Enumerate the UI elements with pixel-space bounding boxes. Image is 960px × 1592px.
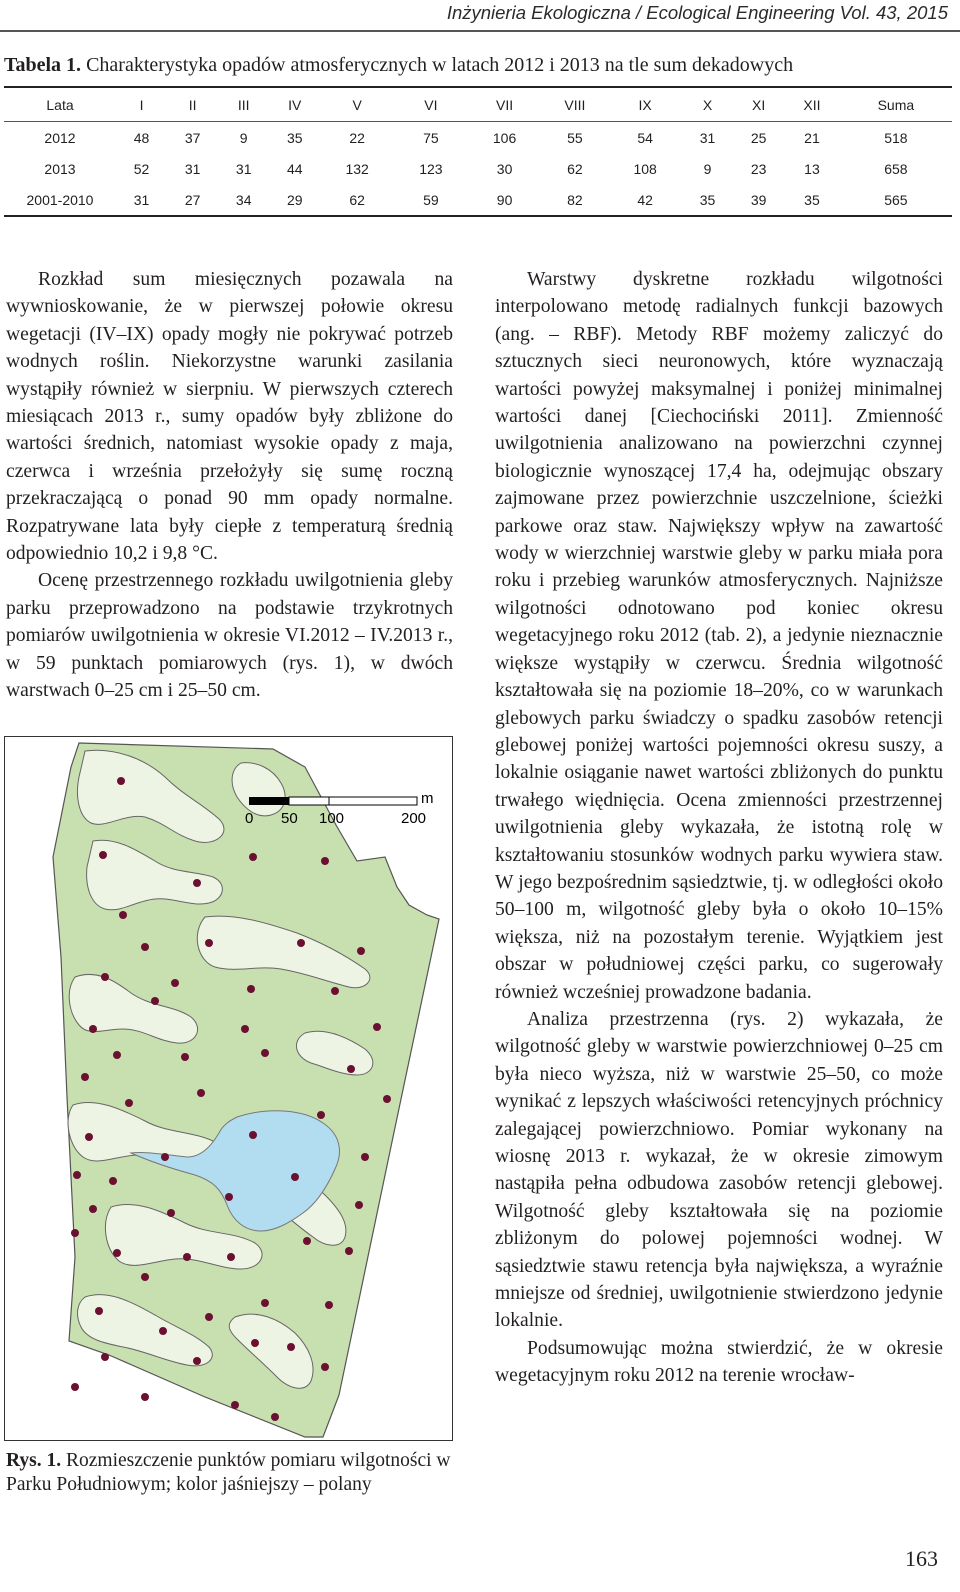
- measurement-point: [317, 1111, 325, 1119]
- right-text-column: [495, 266, 943, 1390]
- measurement-point: [113, 1249, 121, 1257]
- measurement-point: [361, 1153, 369, 1161]
- table-cell: 21: [804, 129, 820, 146]
- measurement-point: [193, 879, 201, 887]
- measurement-point: [225, 1193, 233, 1201]
- measurement-point: [171, 979, 179, 987]
- header-cell: IX: [608, 87, 682, 122]
- measurement-point: [71, 1383, 79, 1391]
- measurement-point: [161, 1153, 169, 1161]
- table-cell: 42: [637, 191, 653, 208]
- measurement-point: [193, 1357, 201, 1365]
- paragraph: Rozkład sum miesięcznych pozawala na wywnioskowanie, że w pierwszej połowie okresu wegetacji (IV–IX) opady mogły nie pokrywać potrzeb wodnych roślin. Niekorzystne warunki zasilania wystąpiły również w sierpniu. W pierwszych czterech miesiącach 2013 r., sumy opadów były zbliżone do wartości średnich, natomiast wysokie opady z maja, czerwca i września przełożyły się sumę roczną przekraczającą o ponad 90 mm opady normalne. Rozpatrywane lata były ciepłe z temperaturą średnią odpowiednio 10,2 i 9,8 °C.: [6, 269, 453, 565]
- table-cell: 52: [133, 160, 150, 177]
- table-cell: 44: [286, 160, 303, 177]
- table-cell: 108: [633, 160, 657, 177]
- table-row: [4, 153, 952, 184]
- measurement-point: [109, 1177, 117, 1185]
- table-row: [4, 184, 952, 216]
- precipitation-table: [4, 86, 952, 217]
- measurement-point: [81, 1073, 89, 1081]
- header-cell: III: [218, 87, 269, 122]
- paragraph: Analiza przestrzenna (rys. 2) wykazała, że wilgotność gleby w warstwie powierzchniowej 0–25 cm była nieco wyższa, niż w warstwie 25–50, co może wynikać z lepszych właściwości retencyjnych próchnicy zalegającej powierzchniowo. Pomiar wykonany na wiosnę 2013 r. wykazał, że w okresie zimowym nastąpiła pełna odbudowa zasobów retencji glebowej. Wilgotność gleby kształtowała się na poziomie zbliżonym do polowej pojemności wodnej. W sąsiedztwie stawu retencja była największa, a wyraźnie mniejsze od średniej, uwilgotnienie stwierdzono jedynie lokalnie.: [495, 1008, 943, 1332]
- scale-label: 100: [319, 810, 345, 827]
- scale-label: 0: [245, 810, 254, 827]
- table-cell: 2012: [44, 129, 76, 146]
- measurement-point: [325, 1301, 333, 1309]
- table-cell: 82: [567, 191, 583, 208]
- table-cell: 9: [703, 160, 712, 177]
- figure-caption: [6, 1449, 456, 1497]
- table-cell: 123: [419, 160, 443, 177]
- measurement-point: [141, 1273, 149, 1281]
- table-cell: 30: [496, 160, 513, 177]
- measurement-point: [99, 851, 107, 859]
- journal-header: Inżynieria Ekologiczna / Ecological Engineering Vol. 43, 2015: [446, 2, 948, 23]
- header-cell: VII: [468, 87, 542, 122]
- measurement-point: [345, 1247, 353, 1255]
- measurement-point: [249, 853, 257, 861]
- header-cell: II: [167, 87, 218, 122]
- table-cell: 565: [884, 191, 908, 208]
- measurement-point: [347, 1065, 355, 1073]
- measurement-point: [205, 1313, 213, 1321]
- measurement-point: [71, 1229, 79, 1237]
- measurement-point: [357, 947, 365, 955]
- measurement-point: [151, 997, 159, 1005]
- measurement-point: [73, 1171, 81, 1179]
- measurement-point: [183, 1253, 191, 1261]
- header-cell: X: [682, 87, 733, 122]
- measurement-point: [383, 1095, 391, 1103]
- measurement-point: [181, 1053, 189, 1061]
- measurement-point: [113, 1051, 121, 1059]
- measurement-point: [205, 939, 213, 947]
- measurement-point: [231, 1401, 239, 1409]
- table-cell: 13: [804, 160, 820, 177]
- measurement-point: [159, 1327, 167, 1335]
- scale-bar-mid: [289, 797, 329, 805]
- header-cell: XII: [784, 87, 840, 122]
- table-row: [4, 122, 952, 154]
- table-cell: 35: [699, 191, 716, 208]
- table-cell: 31: [699, 129, 716, 146]
- table-cell: 75: [423, 129, 439, 146]
- measurement-point: [287, 1343, 295, 1351]
- table-cell: 48: [133, 129, 150, 146]
- measurement-point: [125, 1099, 133, 1107]
- table-cell: 34: [235, 191, 252, 208]
- measurement-point: [261, 1049, 269, 1057]
- header-cell: IV: [269, 87, 320, 122]
- paragraph: Podsumowując można stwierdzić, że w okresie wegetacyjnym roku 2012 na terenie wrocław-: [495, 1337, 943, 1387]
- table-cell: 9: [239, 129, 248, 146]
- measurement-point: [85, 1133, 93, 1141]
- measurement-point: [101, 973, 109, 981]
- table-cell: 2001-2010: [26, 191, 94, 208]
- scale-bar-white: [329, 797, 417, 805]
- table-cell: 25: [750, 129, 767, 146]
- measurement-point: [291, 1173, 299, 1181]
- table-cell: 59: [423, 191, 439, 208]
- table-cell: 518: [884, 129, 908, 146]
- measurement-point: [303, 1237, 311, 1245]
- measurement-point: [331, 987, 339, 995]
- header-cell: I: [116, 87, 167, 122]
- header-cell: V: [320, 87, 394, 122]
- table-cell: 62: [349, 191, 365, 208]
- table-cell: 31: [184, 160, 201, 177]
- table-caption: [4, 54, 793, 77]
- header-cell: Lata: [4, 87, 116, 122]
- page-number: 163: [905, 1546, 938, 1571]
- header-cell: VIII: [541, 87, 608, 122]
- scale-label: 50: [281, 810, 298, 827]
- table-cell: 2013: [44, 160, 76, 177]
- measurement-point: [271, 1413, 279, 1421]
- measurement-point: [251, 1339, 259, 1347]
- scale-label: 200: [401, 810, 427, 827]
- measurement-point: [197, 1089, 205, 1097]
- measurement-point: [119, 911, 127, 919]
- scale-unit: m: [421, 790, 434, 807]
- measurement-point: [101, 1353, 109, 1361]
- table-cell: 27: [184, 191, 201, 208]
- paragraph: Warstwy dyskretne rozkładu wilgotności interpolowano metodę radialnych funkcji bazowych (ang. – RBF). Metody RBF możemy zaliczyć do sztucznych sieci neuronowych, które wyznaczają wartości powyżej maksymalnej i poniżej minimalnej wartości danej [Ciechociński 2011]. Zmienność uwilgotnienia analizowano na powierzchni czynnej biologicznie wynoszącej 17,4 ha, odejmując obszary zajmowane przez powierzchnie uszczelnione, ścieżki parkowe oraz staw. Największy wpływ na zawartość wody w wierzchniej warstwie gleby w parku miała pora roku i przebieg warunków atmosferycznych. Najniższe wilgotności odnotowano pod koniec okresu wegetacyjnego roku 2012 (tab. 2), a jedynie nieznacznie większe wystąpiły w czerwcu. Średnia wilgotność kształtowała się na poziomie 18–20%, co w warunkach glebowych parku świadczy o spadku zasobów retencji glebowej poniżej wartości pojemności okresu suszy, a lokalnie osiąganie nawet wartości zbliżonych do punktu trwałego więdnięcia. Ocena zmienności przestrzennej uwilgotnienia gleby wykazała, że istotną rolę w kształtowaniu stosunków wodnych parku wywiera staw. W jego bezpośrednim sąsiedztwie, tj. w odległości około 50–100 m, wilgotność gleby była o około 10–15% większa, niż na pozostałym terenie. Wyjątkiem jest obszar w południowej części parku, co sugerowały również wcześniej prowadzone badania.: [495, 269, 943, 1003]
- table-cell: 35: [804, 191, 820, 208]
- measurement-point: [95, 1307, 103, 1315]
- table-cell: 55: [567, 129, 583, 146]
- table-cell: 106: [492, 129, 517, 146]
- measurement-point: [227, 1253, 235, 1261]
- park-map: [5, 737, 452, 1440]
- table-cell: 35: [286, 129, 303, 146]
- measurement-point: [247, 985, 255, 993]
- measurement-point: [321, 1363, 329, 1371]
- table-cell: 29: [286, 191, 303, 208]
- measurement-point: [321, 857, 329, 865]
- measurement-point: [297, 939, 305, 947]
- table-cell: 39: [750, 191, 767, 208]
- measurement-point: [141, 943, 149, 951]
- paragraph: Ocenę przestrzennego rozkładu uwilgotnienia gleby parku przeprowadzono na podstawie trzykrotnych pomiarów uwilgotnienia w okresie VI.2012 – IV.2013 r., w 59 punktach pomiarowych (rys. 1), w dwóch warstwach 0–25 cm i 25–50 cm.: [6, 570, 453, 702]
- measurement-point: [89, 1205, 97, 1213]
- table-cell: 37: [184, 129, 201, 146]
- table-cell: 23: [750, 160, 767, 177]
- figure-caption-text: Rozmieszczenie punktów pomiaru wilgotności w Parku Południowym; kolor jaśniejszy – polany: [6, 1450, 451, 1495]
- measurement-point: [89, 1025, 97, 1033]
- measurement-point: [355, 1201, 363, 1209]
- measurement-point: [117, 777, 125, 785]
- table-caption-text: Charakterystyka opadów atmosferycznych w latach 2012 i 2013 na tle sum dekadowych: [86, 54, 794, 76]
- table-cell: 132: [345, 160, 369, 177]
- table-header-row: [4, 87, 952, 122]
- table-cell: 31: [133, 191, 150, 208]
- measurement-point: [373, 1023, 381, 1031]
- table-cell: 31: [235, 160, 252, 177]
- header-cell: Suma: [840, 87, 952, 122]
- header-rule: [0, 30, 960, 32]
- measurement-point: [249, 1131, 257, 1139]
- table-cell: 62: [567, 160, 583, 177]
- left-text-column: [6, 266, 453, 705]
- measurement-point: [167, 1209, 175, 1217]
- park-map-figure: [4, 736, 453, 1441]
- table-cell: 658: [884, 160, 908, 177]
- measurement-point: [141, 1393, 149, 1401]
- header-cell: VI: [394, 87, 468, 122]
- measurement-point: [261, 1299, 269, 1307]
- table-cell: 22: [349, 129, 365, 146]
- measurement-point: [241, 1025, 249, 1033]
- figure-label: Rys. 1.: [6, 1450, 62, 1471]
- table-cell: 90: [496, 191, 513, 208]
- table-label: Tabela 1.: [4, 54, 82, 76]
- header-cell: XI: [733, 87, 784, 122]
- table-cell: 54: [637, 129, 653, 146]
